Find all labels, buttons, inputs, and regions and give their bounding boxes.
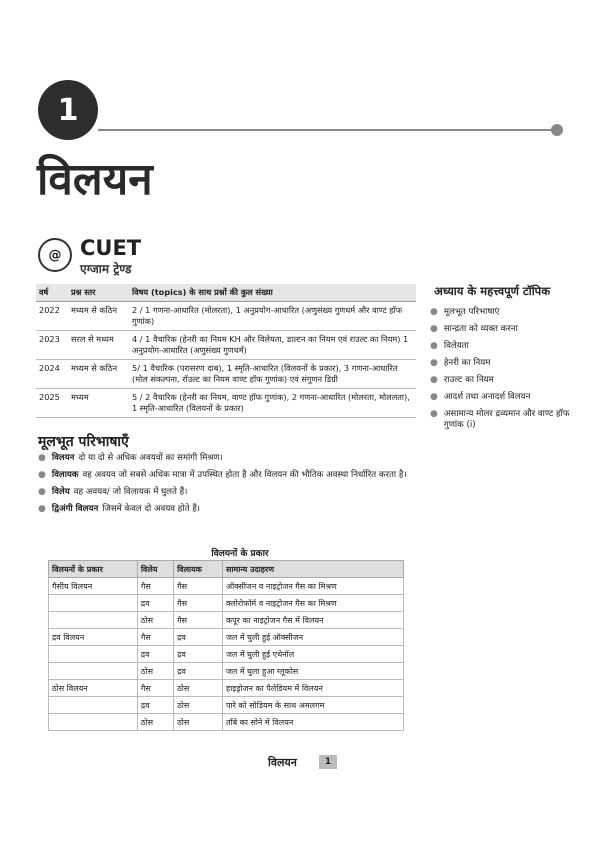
definitions-list <box>38 452 438 520</box>
example-cell: जल में घुली हुई एथेनॉल <box>222 646 403 663</box>
type-cell <box>49 714 138 731</box>
topic-label: आदर्श तथा अनादर्श विलयन <box>443 392 531 402</box>
type-cell <box>49 612 138 629</box>
definition-text: वह अवयव जो सबसे अधिक मात्रा में उपस्थित होता है और विलयन की भौतिक अवस्था निर्धारित करता है। <box>82 470 407 480</box>
year-cell: 2024 <box>36 360 68 389</box>
list-item <box>430 341 580 352</box>
header-solvent: विलायक <box>174 561 223 578</box>
list-item <box>38 486 438 499</box>
basics-heading: मूलभूत परिभाषाएँ <box>38 434 129 450</box>
solution-types-title: विलयनों के प्रकार <box>211 549 269 559</box>
level-cell: मध्यम से कठिन <box>68 302 129 331</box>
solute-cell: गैस <box>137 680 173 697</box>
solute-cell: द्रव <box>137 595 173 612</box>
definition-term: विलयन <box>51 453 75 463</box>
type-cell: ठोस विलयन <box>49 680 138 697</box>
list-item <box>38 469 438 482</box>
page-number: 1 <box>319 755 337 769</box>
solute-cell: द्रव <box>137 697 173 714</box>
cuet-logo-icon: @ <box>38 238 72 272</box>
definition-term: द्विअंगी विलयन <box>51 504 99 514</box>
definition-text: दो या दो से अधिक अवयवों का समांगी मिश्रण। <box>78 453 223 463</box>
solute-cell: गैस <box>137 578 173 595</box>
chapter-divider-line <box>98 129 554 131</box>
list-item <box>430 324 580 335</box>
example-cell: कपूर का नाइट्रोजन गैस में विलयन <box>222 612 403 629</box>
topic-label: मूलभूत परिभाषाएं <box>443 307 500 317</box>
bullet-icon: ● <box>430 307 438 317</box>
list-item <box>430 358 580 369</box>
topics-cell: 2 / 1 गणना-आधारित (मोलरता), 1 अनुप्रयोग-आधारित (अणुसंख्य गुणधर्म और वाण्ट हॉफ गुणांक) <box>129 302 416 331</box>
solute-cell: ठोस <box>137 663 173 680</box>
level-cell: मध्यम से कठिन <box>68 360 129 389</box>
bullet-icon: ● <box>38 470 46 480</box>
topics-cell: 5 / 2 वैचारिक (हेनरी का नियम, वाण्ट हॉफ गुणांक), 2 गणना-आधारित (मोलरता, मोललता), 1 स्मृति-आधारित (विलयनों के प्रकार) <box>129 389 416 418</box>
chapter-number-badge <box>38 80 98 140</box>
example-cell: ऑक्सीजन व नाइट्रोजन गैस का मिश्रण <box>222 578 403 595</box>
solvent-cell: ठोस <box>174 680 223 697</box>
solvent-cell: गैस <box>174 612 223 629</box>
list-item <box>430 409 580 431</box>
list-item <box>430 375 580 386</box>
example-cell: क्लोरोफॉर्म व नाइट्रोजन गैस का मिश्रण <box>222 595 403 612</box>
list-item <box>430 392 580 403</box>
solvent-cell: ठोस <box>174 714 223 731</box>
definition-text: जिसमें केवल दो अवयव होते हैं। <box>102 504 201 514</box>
list-item <box>430 307 580 318</box>
table-row <box>36 302 416 331</box>
solute-cell: ठोस <box>137 612 173 629</box>
header-topics: विषय (topics) के साथ प्रश्नों की कुल संख्या <box>129 284 416 302</box>
year-cell: 2025 <box>36 389 68 418</box>
exam-trend-table <box>36 284 416 418</box>
solvent-cell: द्रव <box>174 663 223 680</box>
bullet-icon: ● <box>430 409 438 419</box>
table-row <box>49 714 404 731</box>
bullet-icon: ● <box>430 324 438 334</box>
example-cell: जल में घुली हुई ऑक्सीजन <box>222 629 403 646</box>
definition-text: वह अवयव/ जो विलायक में घुलते हैं। <box>73 487 188 497</box>
chapter-title: विलयन <box>37 154 153 205</box>
type-cell <box>49 646 138 663</box>
solute-cell: गैस <box>137 629 173 646</box>
header-example: सामान्य उदाहरण <box>222 561 403 578</box>
bullet-icon: ● <box>430 375 438 385</box>
bullet-icon: ● <box>430 392 438 402</box>
table-row <box>36 389 416 418</box>
level-cell: मध्यम <box>68 389 129 418</box>
header-level: प्रश्न स्तर <box>68 284 129 302</box>
topics-list <box>430 307 580 431</box>
type-cell <box>49 595 138 612</box>
table-row <box>49 629 404 646</box>
table-row <box>49 646 404 663</box>
header-type: विलयनों के प्रकार <box>49 561 138 578</box>
solvent-cell: ठोस <box>174 697 223 714</box>
level-cell: सरल से मध्यम <box>68 331 129 360</box>
topics-cell: 5/ 1 वैचारिक (परासरण दाब), 1 स्मृति-आधारित (विलयनों के प्रकार), 3 गणना-आधारित (मोल संकल्पना, रॉउल्ट का नियम वाण्ट हॉफ गुणांक) एवं संगुणन डिग्री <box>129 360 416 389</box>
example-cell: जल में घुला हुआ ग्लूकोस <box>222 663 403 680</box>
example-cell: हाइड्रोजन का पैलेडियम में विलयन <box>222 680 403 697</box>
footer-title: विलयन <box>268 756 297 769</box>
solvent-cell: द्रव <box>174 629 223 646</box>
table-row <box>49 697 404 714</box>
bullet-icon: ● <box>430 358 438 368</box>
bullet-icon: ● <box>38 453 46 463</box>
list-item <box>38 452 438 465</box>
chapter-divider-dot <box>551 124 563 136</box>
bullet-icon: ● <box>430 341 438 351</box>
header-year: वर्ष <box>36 284 68 302</box>
type-cell <box>49 663 138 680</box>
example-cell: पारे को सोडियम के साथ अमलगम <box>222 697 403 714</box>
solute-cell: ठोस <box>137 714 173 731</box>
bullet-icon: ● <box>38 487 46 497</box>
topics-heading: अध्याय के महत्त्वपूर्ण टॉपिक <box>434 284 551 298</box>
year-cell: 2023 <box>36 331 68 360</box>
example-cell: ताँबे का सोने में विलयन <box>222 714 403 731</box>
type-cell: गैसीय विलयन <box>49 578 138 595</box>
solvent-cell: गैस <box>174 595 223 612</box>
definition-term: विलायक <box>51 470 79 480</box>
list-item <box>38 503 438 516</box>
solution-types-table <box>48 560 404 731</box>
solvent-cell: गैस <box>174 578 223 595</box>
solute-cell: द्रव <box>137 646 173 663</box>
topic-label: विलेयता <box>443 341 469 351</box>
table-row <box>49 595 404 612</box>
table-row <box>49 578 404 595</box>
year-cell: 2022 <box>36 302 68 331</box>
table-header-row <box>36 284 416 302</box>
bullet-icon: ● <box>38 504 46 514</box>
table-row <box>49 680 404 697</box>
definition-term: विलेय <box>51 487 70 497</box>
table-row <box>49 612 404 629</box>
table-header-row <box>49 561 404 578</box>
type-cell: द्रव विलयन <box>49 629 138 646</box>
header-solute: विलेय <box>137 561 173 578</box>
topic-label: हेनरी का नियम <box>443 358 491 368</box>
cuet-subtitle: एग्जाम ट्रेण्ड <box>80 262 132 276</box>
table-row <box>36 331 416 360</box>
topic-label: सान्द्रता को व्यक्त करना <box>443 324 518 334</box>
cuet-brand: CUET <box>80 236 142 260</box>
table-row <box>49 663 404 680</box>
topic-label: राउल्ट का नियम <box>443 375 494 385</box>
chapter-number: 1 <box>57 92 79 128</box>
topic-label: असामान्य मोलर द्रव्यमान और वाण्ट हॉफ गुणांक (i) <box>443 409 570 430</box>
type-cell <box>49 697 138 714</box>
table-row <box>36 360 416 389</box>
important-topics-box <box>430 284 580 437</box>
topics-cell: 4 / 1 वैचारिक (हेनरी का नियम KH और विलेयता, डाल्टन का नियम एवं राउल्ट का नियम) 1 अनुप्रयोग-आधारित (अणुसंख्य गुणधर्म) <box>129 331 416 360</box>
solvent-cell: द्रव <box>174 646 223 663</box>
